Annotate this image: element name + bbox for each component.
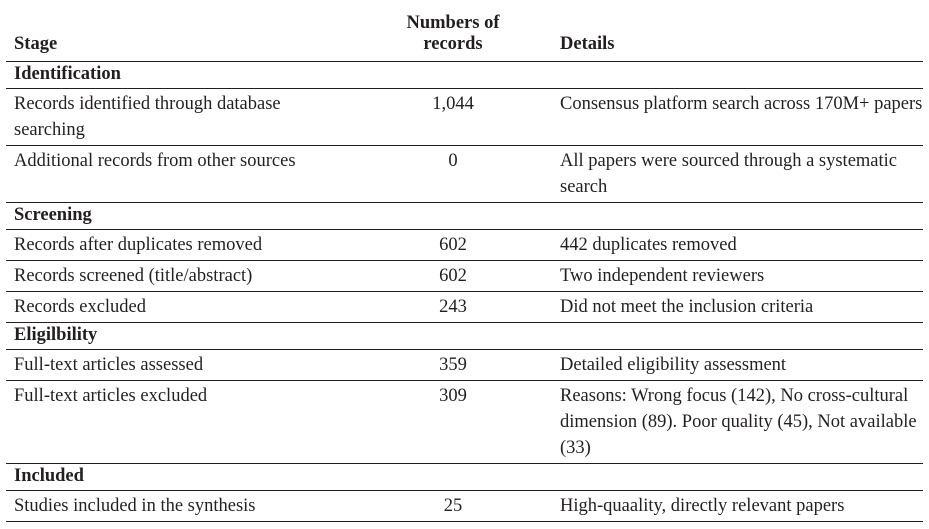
prisma-records-table xyxy=(6,8,923,522)
count-cell: 1,044 xyxy=(354,88,552,145)
stage-cell: Records excluded xyxy=(6,291,354,322)
details-column-header: Details xyxy=(552,8,923,61)
details-cell: Did not meet the inclusion criteria xyxy=(552,291,923,322)
table-row xyxy=(6,349,923,380)
stage-cell: Records screened (title/abstract) xyxy=(6,260,354,291)
count-cell: 602 xyxy=(354,229,552,260)
table-row xyxy=(6,145,923,202)
details-cell: Detailed eligibility assessment xyxy=(552,349,923,380)
count-cell: 309 xyxy=(354,380,552,463)
count-cell: 25 xyxy=(354,490,552,521)
stage-cell: Full-text articles excluded xyxy=(6,380,354,463)
section-title: Screening xyxy=(6,202,923,229)
count-cell: 602 xyxy=(354,260,552,291)
stage-cell: Studies included in the synthesis xyxy=(6,490,354,521)
section-row-included xyxy=(6,463,923,490)
stage-column-header: Stage xyxy=(6,8,354,61)
details-cell: All papers were sourced through a systematic search xyxy=(552,145,923,202)
table-row xyxy=(6,88,923,145)
section-row-eligibility xyxy=(6,322,923,349)
stage-cell: Records after duplicates removed xyxy=(6,229,354,260)
table-row xyxy=(6,380,923,463)
section-row-screening xyxy=(6,202,923,229)
table-row xyxy=(6,490,923,521)
count-cell: 359 xyxy=(354,349,552,380)
table-row xyxy=(6,229,923,260)
section-title: Identification xyxy=(6,61,923,88)
section-title: Eligilbility xyxy=(6,322,923,349)
count-cell: 243 xyxy=(354,291,552,322)
section-title: Included xyxy=(6,463,923,490)
stage-cell: Full-text articles assessed xyxy=(6,349,354,380)
details-cell: 442 duplicates removed xyxy=(552,229,923,260)
table-row xyxy=(6,291,923,322)
table-header-row xyxy=(6,8,923,61)
count-cell: 0 xyxy=(354,145,552,202)
details-cell: Reasons: Wrong focus (142), No cross-cultural dimension (89). Poor quality (45), Not available (33) xyxy=(552,380,923,463)
details-cell: Two independent reviewers xyxy=(552,260,923,291)
table-row xyxy=(6,260,923,291)
records-header-line2: records xyxy=(423,33,483,54)
stage-cell: Records identified through database searching xyxy=(6,88,354,145)
section-row-identification xyxy=(6,61,923,88)
records-header-line1: Numbers of xyxy=(406,12,500,33)
details-cell: Consensus platform search across 170M+ papers xyxy=(552,88,923,145)
details-cell: High-quaality, directly relevant papers xyxy=(552,490,923,521)
stage-cell: Additional records from other sources xyxy=(6,145,354,202)
records-column-header xyxy=(354,8,552,61)
